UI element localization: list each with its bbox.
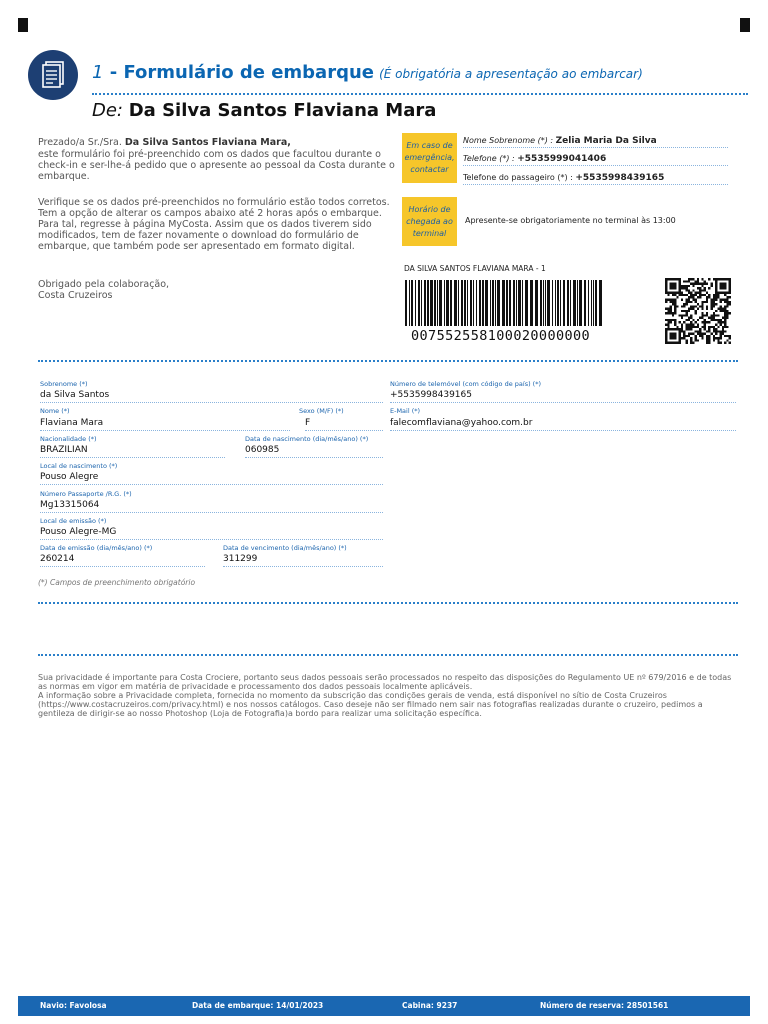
nationality-field[interactable]: BRAZILIAN <box>40 445 225 458</box>
emergency-contact-label: Em caso de emergência, contactar <box>402 133 457 183</box>
emergency-phone-label: Telefone (*) : <box>463 154 515 163</box>
barcode-icon <box>405 280 605 326</box>
arrival-time-label: Horário de chegada ao terminal <box>402 197 457 246</box>
form-number: 1 <box>92 62 104 83</box>
email-label: E-Mail (*) <box>390 407 421 415</box>
birth-date-field[interactable]: 060985 <box>245 445 383 458</box>
footer-bar <box>18 996 750 1016</box>
nationality-label: Nacionalidade (*) <box>40 435 97 443</box>
sex-field[interactable]: F <box>305 418 383 431</box>
barcode-number: 007552558100020000000 <box>411 328 591 344</box>
arrival-time-text: Apresente-se obrigatoriamente no terminal às 13:00 <box>465 216 676 225</box>
birth-place-label: Local de nascimento (*) <box>40 462 118 470</box>
issue-date-label: Data de emissão (dia/mês/ano) (*) <box>40 544 153 552</box>
phone-field[interactable]: +5535998439165 <box>390 390 736 403</box>
birth-date-label: Data de nascimento (dia/mês/ano) (*) <box>245 435 369 443</box>
issue-place-label: Local de emissão (*) <box>40 517 107 525</box>
surname-label: Sobrenome (*) <box>40 380 88 388</box>
emergency-name-row <box>463 136 728 148</box>
passport-field[interactable]: Mg13315064 <box>40 500 383 513</box>
intro-paragraph-2: Verifique se os dados pré-preenchidos no formulário estão todos corretos. Tem a opção de alterar os campos abaixo até 2 horas após o embarque. Para tal, regresse à página MyCosta. Assim que os dados tiverem sido modificados, tem de fazer novamente o download do formulário de embarque, que também pode ser apresentado em formato digital. <box>38 197 390 252</box>
footer-booking-number: Número de reserva: 28501561 <box>540 1001 669 1010</box>
barcode-label: DA SILVA SANTOS FLAVIANA MARA - 1 <box>404 264 546 273</box>
intro-greeting <box>38 137 396 148</box>
expiry-date-label: Data de vencimento (dia/mês/ano) (*) <box>223 544 347 552</box>
name-field[interactable]: Flaviana Mara <box>40 418 290 431</box>
emergency-phone-value: +5535999041406 <box>517 154 607 164</box>
passport-label: Número Passaporte /R.G. (*) <box>40 490 132 498</box>
issue-date-field[interactable]: 260214 <box>40 554 205 567</box>
greeting-name: Da Silva Santos Flaviana Mara, <box>124 137 291 148</box>
section-divider-bottom <box>38 654 738 656</box>
emergency-name-label: Nome Sobrenome (*) : <box>463 136 554 145</box>
passenger-phone-label: Telefone do passageiro (*) : <box>463 173 573 182</box>
required-fields-note: (*) Campos de preenchimento obrigatório <box>38 578 196 587</box>
passenger-heading <box>92 100 436 121</box>
registration-mark-left <box>18 18 28 32</box>
passenger-phone-row <box>463 173 728 185</box>
footer-embark-date: Data de embarque: 14/01/2023 <box>192 1001 324 1010</box>
form-title <box>92 62 643 83</box>
email-field[interactable]: falecomflaviana@yahoo.com.br <box>390 418 736 431</box>
section-divider-middle <box>38 602 738 604</box>
phone-label: Número de telemóvel (com código de país) (*) <box>390 380 542 388</box>
section-divider-top <box>38 360 738 362</box>
document-icon <box>28 50 78 100</box>
footer-cabin: Cabina: 9237 <box>402 1001 458 1010</box>
name-label: Nome (*) <box>40 407 70 415</box>
intro-paragraph-1: este formulário foi pré-preenchido com os dados que facultou durante o check-in e ser-lhe-á pedido que o apresente ao pessoal da Costa durante o embarque. <box>38 149 395 182</box>
emergency-name-value: Zelia Maria Da Silva <box>555 136 657 146</box>
expiry-date-field[interactable]: 311299 <box>223 554 383 567</box>
intro-closing: Obrigado pela colaboração, Costa Cruzeiros <box>38 279 170 301</box>
footer-ship: Navio: Favolosa <box>40 1001 107 1010</box>
sex-label: Sexo (M/F) (*) <box>299 407 344 415</box>
greeting-text: Prezado/a Sr./Sra. <box>38 137 122 148</box>
registration-mark-right <box>740 18 750 32</box>
birth-place-field[interactable]: Pouso Alegre <box>40 472 383 485</box>
issue-place-field[interactable]: Pouso Alegre-MG <box>40 527 383 540</box>
surname-field[interactable]: da Silva Santos <box>40 390 383 403</box>
header-divider <box>92 93 748 95</box>
from-label: De: <box>92 100 123 121</box>
passenger-phone-value: +5535998439165 <box>575 173 665 183</box>
passenger-name: Da Silva Santos Flaviana Mara <box>128 100 437 121</box>
privacy-notice: Sua privacidade é importante para Costa Crociere, portanto seus dados pessoais serão processados no respeito das disposições do Regulamento UE nº 679/2016 e de todas as normas em vigor em matéria de privacidade e processamento dos dados pessoais localmente aplicáveis. A informação sobre a Privacidade completa, fornecida no momento da subscrição das condições gerais de venda, está disponível no sítio de Costa Cruzeiros (https://www.costacruzeiros.com/privacy.html) e nos nossos catálogos. Caso deseje não ser filmado nem sair nas fotografias realizadas durante o cruzeiro, pedimos a gentileza de dirigir-se ao nosso Photoshop (Loja de Fotografia)a bordo para realizar uma solicitação específica. <box>38 673 732 718</box>
form-title-text: - Formulário de embarque <box>109 62 374 83</box>
qr-code-icon <box>664 278 732 344</box>
form-title-note: (É obrigatória a apresentação ao embarcar) <box>379 67 643 81</box>
emergency-phone-row <box>463 154 728 166</box>
